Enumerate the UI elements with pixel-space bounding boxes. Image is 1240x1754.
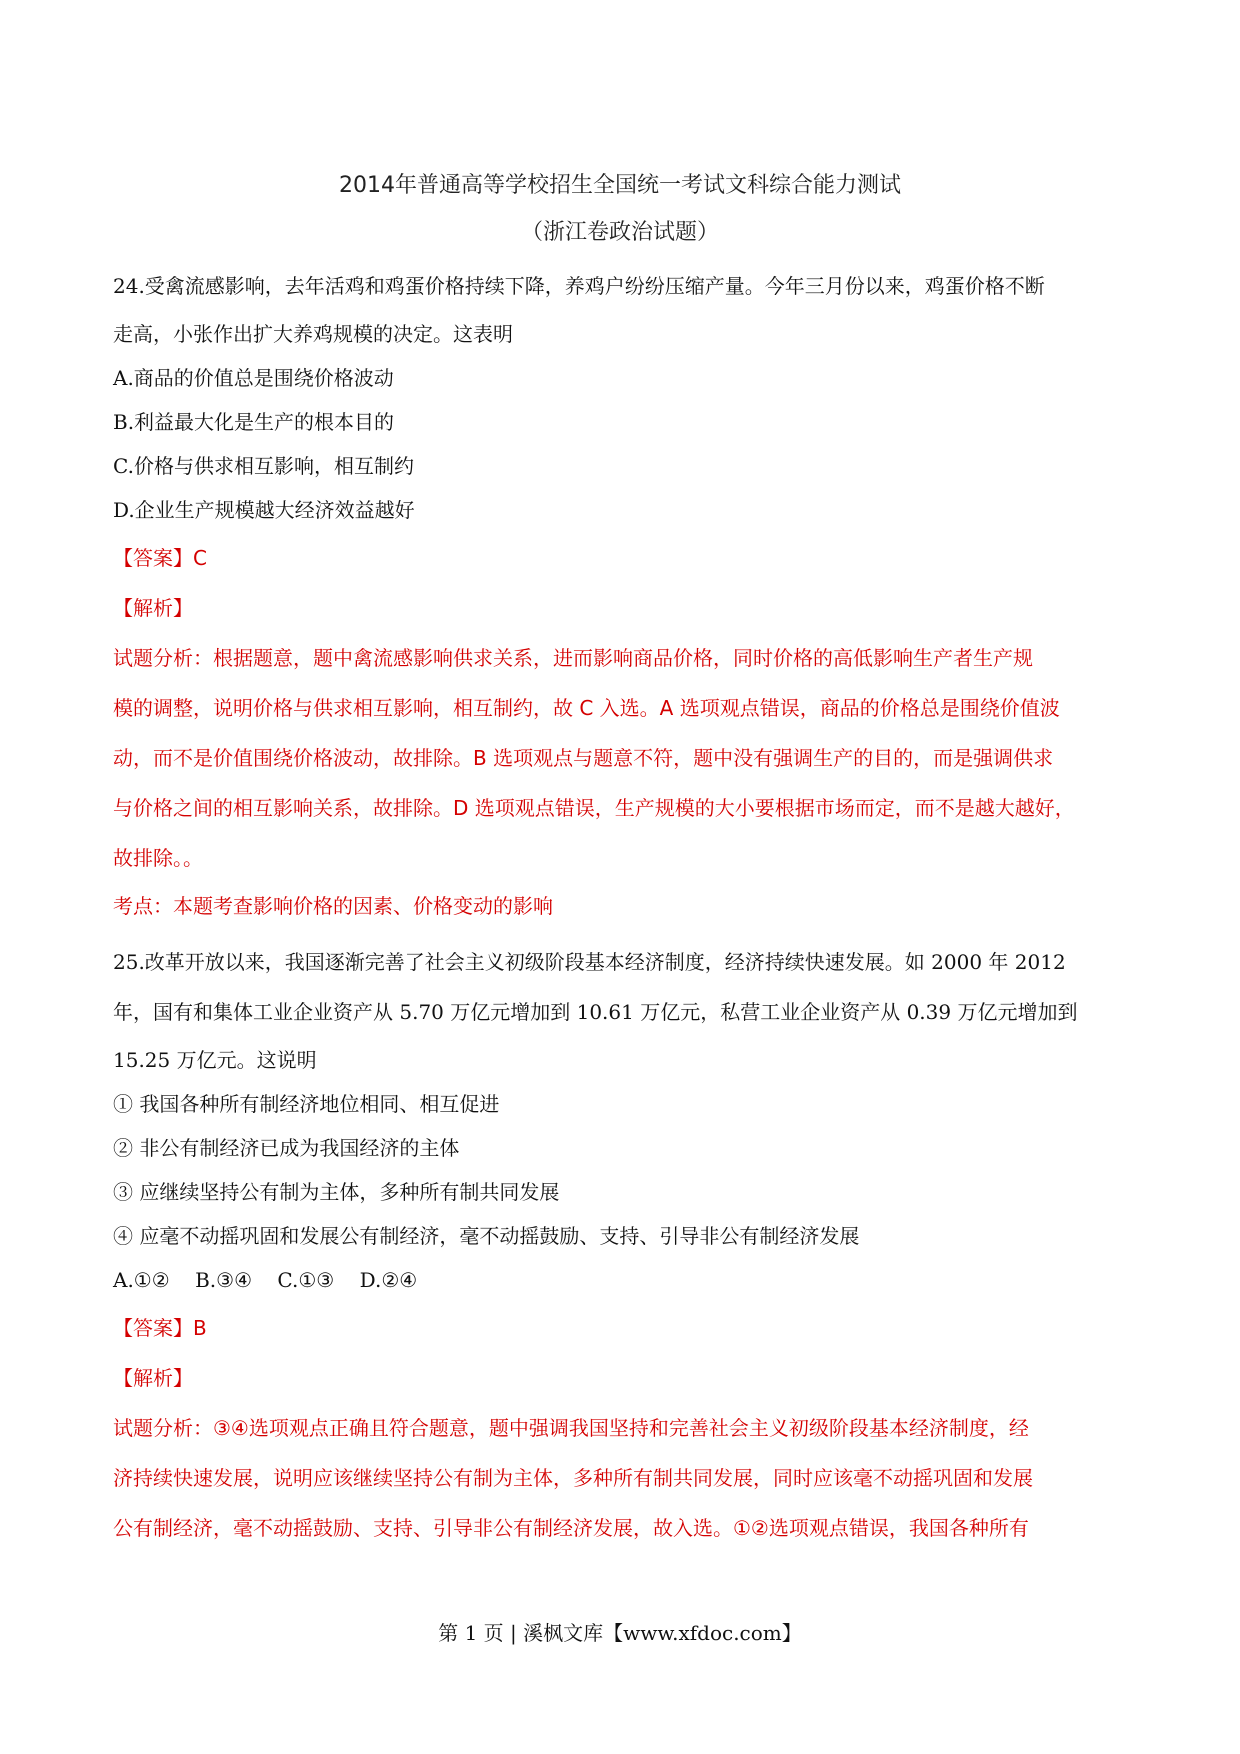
q24-analysis-line-4: 与价格之间的相互影响关系，故排除。D 选项观点错误，生产规模的大小要根据市场而定，而不是越大越好， bbox=[113, 796, 1075, 820]
q25-item-4: ④ 应毫不动摇巩固和发展公有制经济，毫不动摇鼓励、支持、引导非公有制经济发展 bbox=[113, 1224, 860, 1248]
q24-option-c: C.价格与供求相互影响，相互制约 bbox=[113, 454, 414, 478]
q24-answer-label: 【答案】 bbox=[113, 546, 193, 570]
q24-option-a: A.商品的价值总是围绕价格波动 bbox=[113, 366, 394, 390]
document-title: 2014年普通高等学校招生全国统一考试文科综合能力测试 bbox=[339, 173, 901, 198]
q24-analysis-line-5: 故排除。。 bbox=[113, 846, 203, 870]
q24-option-d: D.企业生产规模越大经济效益越好 bbox=[113, 498, 415, 522]
q25-options: A.①② B.③④ C.①③ D.②④ bbox=[113, 1268, 418, 1292]
q24-stem-line-2: 走高，小张作出扩大养鸡规模的决定。这表明 bbox=[113, 322, 513, 346]
q25-item-1: ① 我国各种所有制经济地位相同、相互促进 bbox=[113, 1092, 500, 1116]
document-subtitle: （浙江卷政治试题） bbox=[520, 220, 719, 245]
q24-analysis-label: 【解析】 bbox=[113, 596, 193, 620]
q25-stem-line-3: 15.25 万亿元。这说明 bbox=[113, 1048, 317, 1072]
q25-analysis-line-2: 济持续快速发展，说明应该继续坚持公有制为主体，多种所有制共同发展，同时应该毫不动摇巩固和发展 bbox=[113, 1466, 1033, 1490]
q25-answer-label: 【答案】 bbox=[113, 1316, 193, 1340]
q25-stem-line-2: 年，国有和集体工业企业资产从 5.70 万亿元增加到 10.61 万亿元，私营工业企业资产从 0.39 万亿元增加到 bbox=[113, 1000, 1078, 1024]
q24-analysis-line-2: 模的调整，说明价格与供求相互影响，相互制约，故 C 入选。A 选项观点错误，商品的价格总是围绕价值波 bbox=[113, 696, 1060, 720]
q25-answer-value: B bbox=[193, 1316, 207, 1340]
q25-analysis-line-3: 公有制经济，毫不动摇鼓励、支持、引导非公有制经济发展，故入选。①②选项观点错误，我国各种所有 bbox=[113, 1516, 1029, 1540]
q25-stem-line-1: 25.改革开放以来，我国逐渐完善了社会主义初级阶段基本经济制度，经济持续快速发展。如 2000 年 2012 bbox=[113, 950, 1066, 974]
q25-answer bbox=[113, 1316, 1133, 1340]
q24-option-b: B.利益最大化是生产的根本目的 bbox=[113, 410, 395, 434]
q25-analysis-line-1: 试题分析：③④选项观点正确且符合题意，题中强调我国坚持和完善社会主义初级阶段基本经济制度，经 bbox=[113, 1416, 1029, 1440]
q25-analysis-label: 【解析】 bbox=[113, 1366, 193, 1390]
q25-item-3: ③ 应继续坚持公有制为主体，多种所有制共同发展 bbox=[113, 1180, 560, 1204]
page-footer: 第 1 页 | 溪枫文库【www.xfdoc.com】 bbox=[438, 1621, 802, 1645]
q24-answer bbox=[113, 546, 1133, 570]
q24-analysis-line-1: 试题分析：根据题意，题中禽流感影响供求关系，进而影响商品价格，同时价格的高低影响生产者生产规 bbox=[113, 646, 1033, 670]
q24-stem-line-1: 24.受禽流感影响，去年活鸡和鸡蛋价格持续下降，养鸡户纷纷压缩产量。今年三月份以来，鸡蛋价格不断 bbox=[113, 274, 1045, 298]
q24-kaodian: 考点：本题考查影响价格的因素、价格变动的影响 bbox=[113, 894, 553, 918]
q24-analysis-line-3: 动，而不是价值围绕价格波动，故排除。B 选项观点与题意不符，题中没有强调生产的目的，而是强调供求 bbox=[113, 746, 1054, 770]
q24-answer-value: C bbox=[193, 546, 207, 570]
q25-item-2: ② 非公有制经济已成为我国经济的主体 bbox=[113, 1136, 460, 1160]
